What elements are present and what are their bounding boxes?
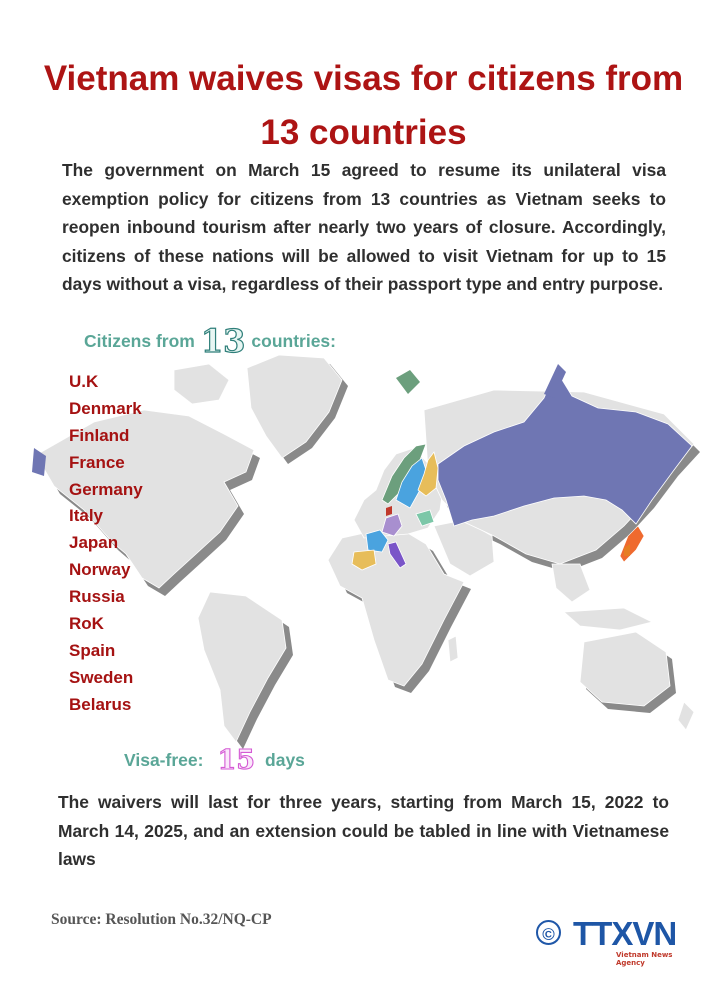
citizens-prefix: Citizens from	[84, 330, 195, 351]
country-item: Sweden	[69, 667, 134, 687]
outro-paragraph: The waivers will last for three years, starting from March 15, 2022 to March 14, 2025, and an extension could be tabled in line with Vietnamese laws	[58, 792, 669, 869]
country-item: Finland	[69, 425, 130, 445]
copyright-icon: ©	[536, 920, 561, 945]
source-note: Source: Resolution No.32/NQ-CP	[51, 911, 272, 928]
country-item: U.K	[69, 372, 99, 391]
svalbard	[396, 370, 420, 394]
citizens-number: 13	[200, 322, 246, 360]
greenland	[247, 355, 342, 458]
ttxvn-logo	[536, 915, 701, 967]
canada-islands	[174, 364, 229, 404]
page-title: Vietnam waives visas for citizens from 13 countries	[43, 59, 684, 152]
country-item: Russia	[69, 587, 125, 607]
country-item: France	[69, 452, 125, 472]
country-item: Spain	[69, 640, 116, 660]
country-item: Denmark	[69, 398, 142, 418]
citizens-heading	[84, 324, 336, 358]
country-item: Belarus	[69, 694, 132, 714]
country-item: Norway	[69, 560, 131, 580]
country-item: RoK	[69, 614, 104, 634]
new-zealand	[678, 702, 694, 730]
south-america	[198, 592, 286, 742]
country-item: Germany	[69, 479, 143, 499]
citizens-suffix: countries:	[251, 330, 336, 351]
intro-paragraph: The government on March 15 agreed to resume its unilateral visa exemption policy for citizens from 13 countries as Vietnam seeks to reopen inbound tourism after nearly two years of closure. Accordingly, citizens of these nations will be allowed to visit Vietnam for up to 15 days without a visa, regardless of their passport type and entry purpose.	[62, 160, 666, 294]
visa-free-label	[124, 744, 305, 776]
logo-agency: Vietnam News Agency	[616, 951, 673, 967]
logo-wordmark: TTXVN	[573, 915, 677, 952]
visa-free-number: 15	[217, 744, 256, 776]
country-list	[69, 369, 143, 719]
madagascar	[448, 636, 458, 662]
south-east-asia	[552, 564, 590, 602]
country-item: Italy	[69, 506, 104, 526]
visa-free-prefix: Visa-free:	[124, 749, 204, 770]
visa-free-suffix: days	[265, 749, 305, 770]
country-item: Japan	[69, 533, 119, 553]
indonesia	[564, 608, 652, 630]
